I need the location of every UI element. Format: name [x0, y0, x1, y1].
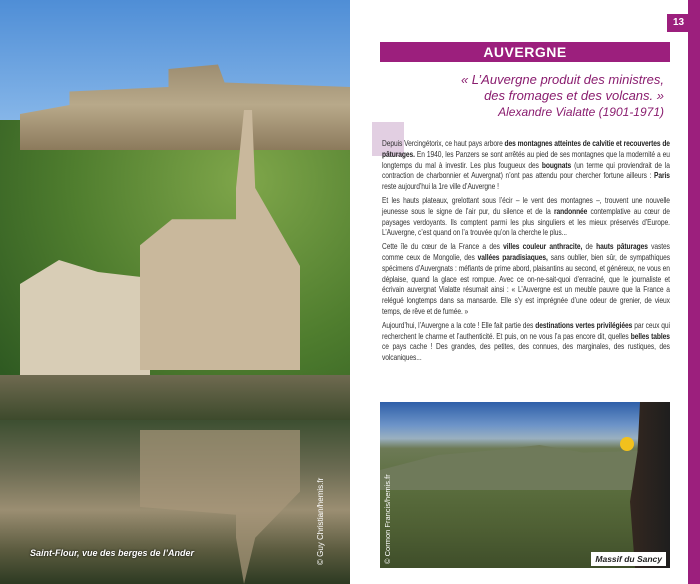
text: Cette île du cœur de la France a des	[382, 241, 504, 252]
bold-text: villes couleur anthracite,	[503, 241, 583, 252]
section-header: AUVERGNE	[380, 42, 670, 62]
bold-text: destinations vertes privilégiées	[535, 319, 633, 330]
quote-line-1: « L’Auvergne produit des ministres,	[460, 72, 664, 87]
text: (un terme qui proviendrait de la contraction de charbonnier et Auvergnat) n’ont pas attendu pour chercher fortune ailleurs :	[382, 159, 670, 181]
right-photo-credit: © Cormon Francis/hemis.fr	[383, 474, 392, 564]
text: de	[582, 241, 597, 252]
page-number: 13	[667, 14, 690, 32]
epigraph	[380, 72, 664, 120]
photo-houses	[20, 260, 150, 380]
body-text	[382, 138, 670, 366]
paragraph	[382, 195, 670, 238]
quote-line-2: des fromages et des volcans. »	[484, 88, 664, 103]
paragraph	[382, 320, 670, 363]
quote-author: Alexandre Vialatte (1901-1971)	[498, 105, 664, 119]
text: Et les hauts plateaux, grelottant sous l’écir – le vent des montagnes –, trouvent une nouvelle jeunesse sous le signe de l’air pur, du silence et de la	[382, 194, 670, 216]
text: En 1940, les Panzers se sont arrêtés au pied de ses montagnes que la modernité a eu longtemps du mal à investir. Les plus fougueux des	[382, 148, 670, 170]
page-edge-band	[688, 0, 700, 584]
text: Aujourd’hui, l’Auvergne a la cote ! Elle fait partie des	[382, 319, 536, 330]
left-photo-caption: Saint-Flour, vue des berges de l’Ander	[30, 548, 195, 558]
bold-text: des montagnes atteintes de calvitie et recouvertes de pâturages.	[382, 138, 670, 159]
right-photo-caption: Massif du Sancy	[591, 552, 666, 566]
text: vastes comme ceux de Mongolie, des	[382, 241, 670, 262]
bold-text: randonnée	[553, 205, 588, 216]
massif-du-sancy-photo	[380, 402, 670, 568]
text: sans oublier, bien sûr, de sympathiques spécimens d’Auvergnats : méfiants de prime abord, plaisantins au second, et généreux, ne vous en déplaise, quand la glace est rompue. Avec ce on-ne-sait-quoi d’enraciné, que le journaliste et écrivain auvergnat Vialatte résumait ainsi : « L’Auvergne est un meuble pauvre que la France a relégué longtemps dans sa mansarde. Elle s’y est imprégnée d’une odeur de grenier, de vieux temps, de rêve et de fumée. »	[382, 251, 670, 316]
photo-helmet	[620, 437, 634, 451]
paragraph	[382, 138, 670, 192]
bold-text: hauts pâturages	[596, 241, 648, 252]
left-photo-credit: © Guy Christian/hemis.fr	[316, 477, 325, 565]
bold-text: belles tables	[630, 330, 670, 341]
bold-text: vallées paradisiaques,	[477, 251, 548, 262]
photo-riverbank	[0, 375, 350, 420]
text: reste aujourd’hui la 1re ville d’Auvergne !	[382, 181, 499, 192]
text: Depuis Vercingétorix, ce haut pays arbore	[382, 138, 505, 148]
bold-text: bougnats	[541, 159, 572, 170]
paragraph	[382, 241, 670, 317]
text: par ceux qui recherchent le charme et l’authenticité. Et puis, on ne vous l’a pas encore dit, quelles	[382, 319, 670, 341]
bold-text: Paris	[654, 170, 670, 181]
text: contemplative au cœur de paysages verdoyants. Ils comptent parmi les plus singuliers et les mieux préservés d’Europe. L’Auvergne, c’est quand on l’a trouvée qu’on la cherche le plus...	[382, 205, 670, 238]
text: ce pays cache ! Des grandes, des petites, des connues, des marginales, des rustiques, des volcaniques...	[382, 341, 670, 363]
